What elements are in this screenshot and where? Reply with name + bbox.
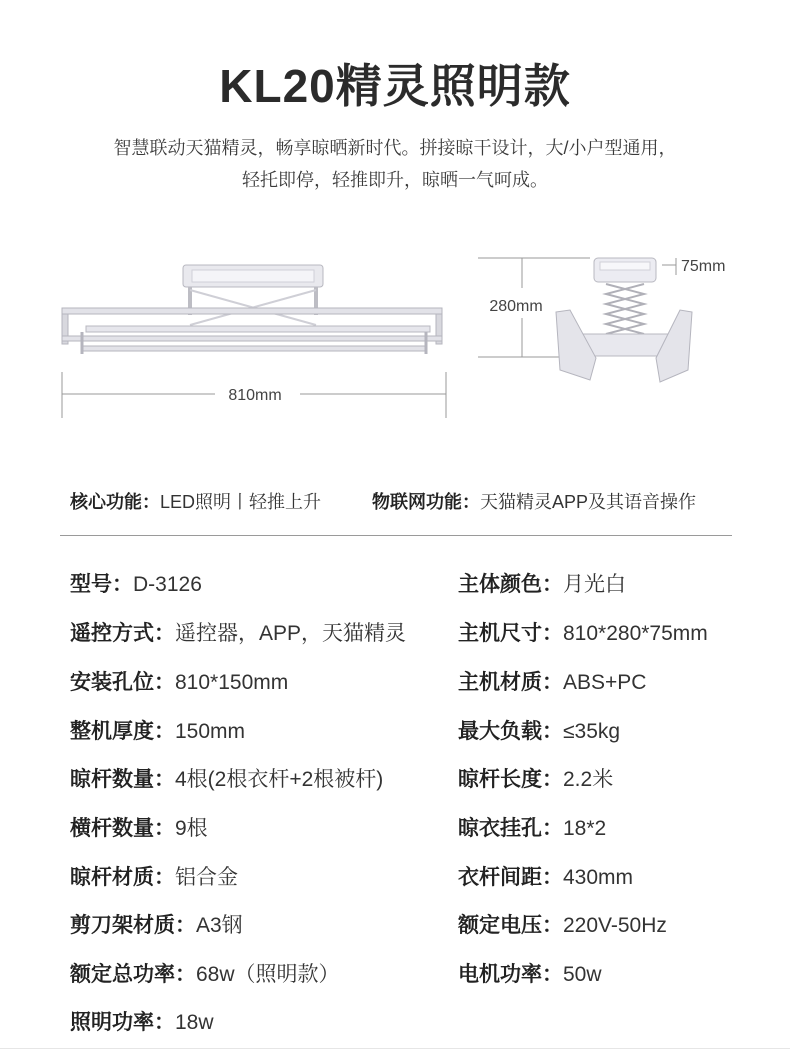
spec-value: 220V-50Hz: [563, 914, 667, 937]
divider: [60, 535, 732, 536]
spec-label: 最大负载：: [458, 720, 563, 743]
spec-label: 主机尺寸：: [458, 622, 563, 645]
spec-color: [458, 568, 626, 598]
spec-value: 50w: [563, 963, 602, 986]
spec-value: 9根: [175, 817, 208, 840]
spec-label: 遥控方式：: [70, 622, 175, 645]
spec-value: 68w（照明款）: [196, 963, 340, 986]
spec-value: 4根(2根衣杆+2根被杆): [175, 768, 384, 791]
spec-host-size: [458, 617, 708, 647]
spec-label: 型号：: [70, 573, 133, 596]
subtitle-line-1: 智慧联动天猫精灵，畅享晾晒新时代。拼接晾干设计，大/小户型通用，: [113, 138, 677, 158]
spec-mount-holes: [70, 666, 288, 696]
spec-max-load: [458, 715, 620, 745]
spec-label: 整机厚度：: [70, 720, 175, 743]
spec-value: ABS+PC: [563, 671, 647, 694]
spec-rod-spacing: [458, 861, 633, 891]
spec-light-power: [70, 1006, 214, 1036]
subtitle-line-2: 轻托即停，轻推即升，晾晒一气呵成。: [242, 170, 548, 190]
spec-value: D-3126: [133, 573, 202, 596]
spec-scissor-material: [70, 909, 243, 939]
spec-crossbar-count: [70, 812, 208, 842]
spec-rod-length: [458, 763, 613, 793]
product-diagram: [0, 230, 790, 430]
spec-value: 铝合金: [175, 866, 238, 889]
spec-rod-count: [70, 763, 383, 793]
spec-label: 额定总功率：: [70, 963, 196, 986]
spec-value: 810*150mm: [175, 671, 289, 694]
spec-label: 晾杆长度：: [458, 768, 563, 791]
spec-label: 横杆数量：: [70, 817, 175, 840]
spec-value: 18*2: [563, 817, 607, 840]
spec-rod-material: [70, 861, 238, 891]
spec-voltage: [458, 909, 667, 939]
spec-value: 18w: [175, 1011, 214, 1034]
spec-remote: [70, 617, 406, 647]
spec-value: 月光白: [563, 573, 626, 596]
spec-value: 2.2米: [563, 768, 614, 791]
spec-label: 衣杆间距：: [458, 866, 563, 889]
product-title: KL20精灵照明款: [219, 60, 571, 112]
spec-model: [70, 568, 202, 598]
iot-feature-label: 物联网功能：: [372, 492, 480, 512]
spec-label: 晾杆材质：: [70, 866, 175, 889]
bottom-divider: [0, 1048, 790, 1049]
spec-hang-holes: [458, 812, 606, 842]
spec-label: 主体颜色：: [458, 573, 563, 596]
spec-label: 晾衣挂孔：: [458, 817, 563, 840]
spec-value: 遥控器，APP，天猫精灵: [175, 622, 407, 645]
spec-value: A3钢: [196, 914, 243, 937]
spec-value: 150mm: [175, 720, 246, 743]
spec-label: 安装孔位：: [70, 671, 175, 694]
spec-motor-power: [458, 958, 602, 988]
spec-host-material: [458, 666, 646, 696]
core-feature-label: 核心功能：: [70, 492, 160, 512]
spec-label: 剪刀架材质：: [70, 914, 196, 937]
spec-label: 主机材质：: [458, 671, 563, 694]
front-view-illustration: [62, 265, 442, 354]
spec-label: 晾杆数量：: [70, 768, 175, 791]
height-label: 280mm: [489, 298, 543, 315]
spec-total-power: [70, 958, 340, 988]
width-label: 810mm: [228, 387, 282, 404]
iot-feature: [372, 488, 696, 514]
spec-label: 电机功率：: [458, 963, 563, 986]
iot-feature-value: 天猫精灵APP及其语音操作: [480, 492, 697, 512]
spec-value: 430mm: [563, 866, 634, 889]
spec-value: ≤35kg: [563, 720, 621, 743]
core-feature: [70, 488, 321, 514]
spec-thickness: [70, 715, 245, 745]
spec-label: 照明功率：: [70, 1011, 175, 1034]
core-feature-value: LED照明丨轻推上升: [160, 492, 322, 512]
side-view-illustration: [556, 258, 692, 382]
depth-label: 75mm: [681, 258, 726, 275]
spec-value: 810*280*75mm: [563, 622, 708, 645]
spec-label: 额定电压：: [458, 914, 563, 937]
